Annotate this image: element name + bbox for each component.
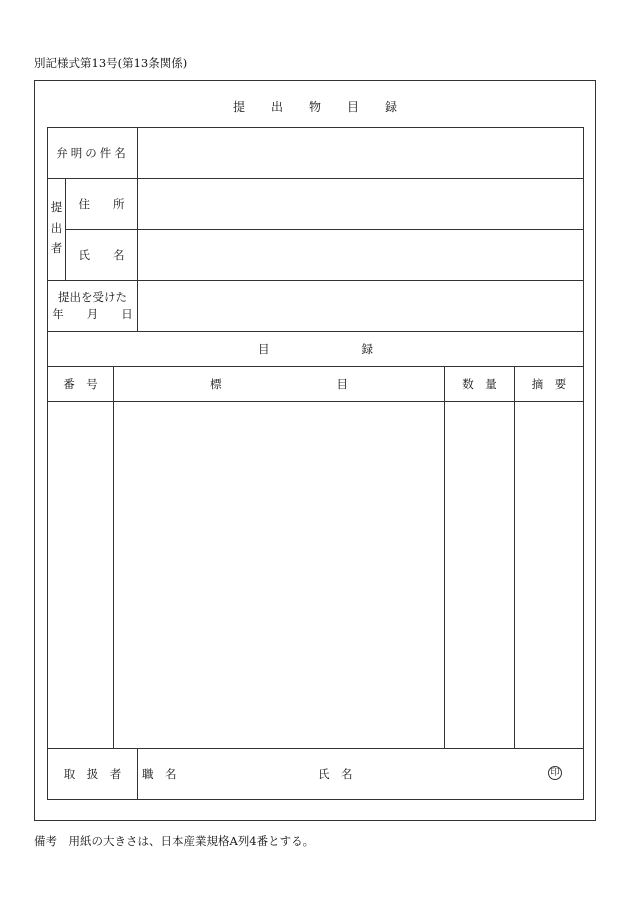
received-date-label	[48, 281, 137, 331]
catalog-item-area[interactable]	[114, 402, 444, 748]
case-name-field[interactable]	[138, 128, 583, 178]
handler-column-divider	[137, 748, 138, 800]
catalog-quantity-area[interactable]	[445, 402, 514, 748]
handler-position-label: 職 名	[142, 767, 177, 781]
handler-name-label: 氏 名	[318, 767, 353, 781]
column-header-number: 番 号	[63, 377, 98, 391]
name-label: 氏 名	[78, 248, 125, 262]
handler-position-field[interactable]	[200, 749, 310, 799]
name-field[interactable]	[138, 230, 583, 280]
form-title: 提出物目録	[232, 100, 423, 114]
received-date-field[interactable]	[138, 281, 583, 331]
column-header-quantity: 数 量	[462, 377, 497, 391]
handler-label: 取 扱 者	[63, 767, 122, 781]
received-date-label-line2: 年 月 日	[52, 307, 133, 321]
table-bottom-border	[47, 799, 583, 800]
column-header-item: 標 目	[210, 377, 348, 391]
address-field[interactable]	[138, 179, 583, 229]
submitter-label	[48, 179, 65, 280]
form-number-label: 別記様式第13号(第13条関係)	[34, 56, 188, 70]
catalog-section-title: 目 録	[258, 342, 373, 356]
catalog-summary-area[interactable]	[515, 402, 583, 748]
submitter-label-char: 出	[50, 220, 63, 235]
submitter-label-char: 提	[50, 200, 63, 214]
case-name-label: 弁明の件名	[56, 146, 129, 160]
catalog-number-area[interactable]	[48, 402, 113, 748]
table-right-border	[583, 127, 584, 800]
received-date-label-line1: 提出を受けた	[58, 290, 127, 305]
submitter-label-char: 者	[50, 241, 63, 256]
handler-name-field[interactable]	[380, 749, 540, 799]
address-label: 住 所	[78, 197, 125, 211]
column-header-summary: 摘 要	[531, 377, 567, 391]
seal-mark	[548, 766, 562, 780]
seal-icon: 印	[548, 766, 562, 780]
footer-note: 備考 用紙の大きさは、日本産業規格A列4番とする。	[34, 834, 315, 848]
